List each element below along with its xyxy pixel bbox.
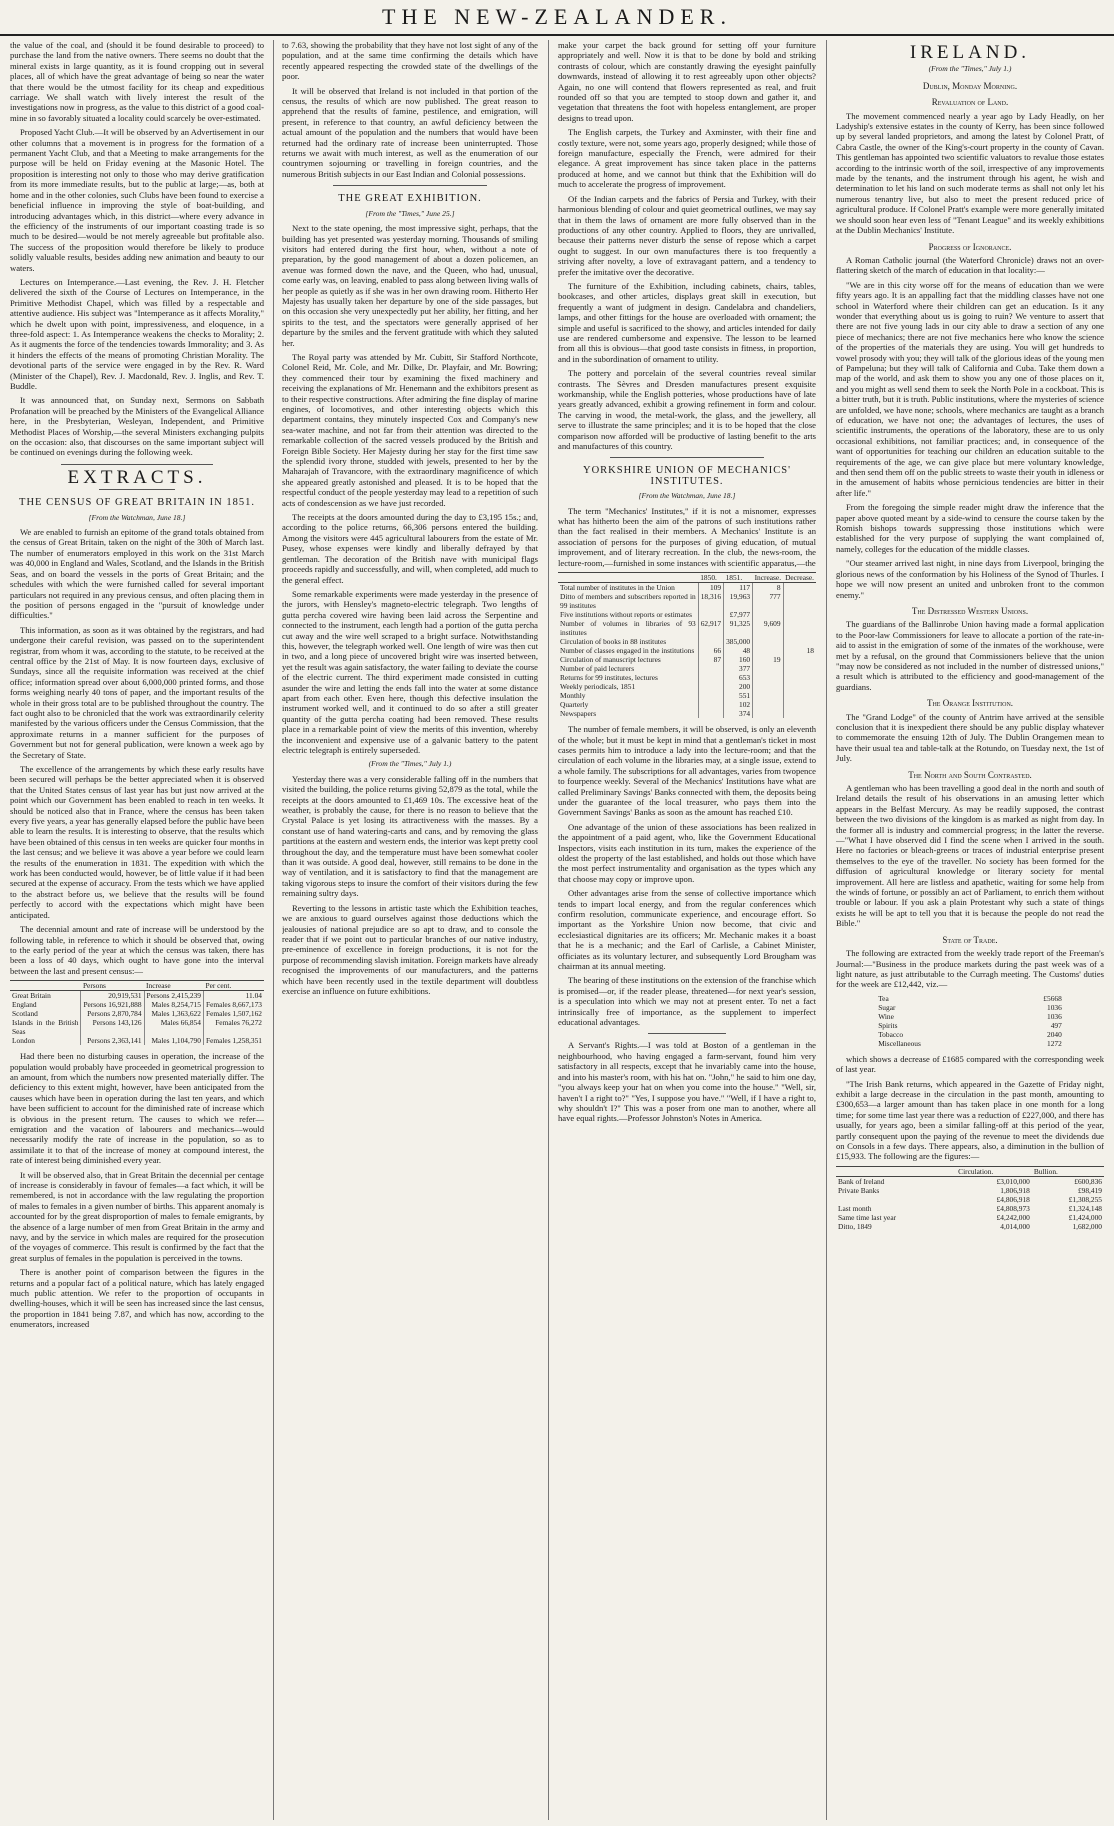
yorkshire-paragraph: The term "Mechanics' Institutes," if it is not a misnomer, expresses what has hitherto been the aim of the patrons of such institutions rather than the fact realised in their members. A Mechanics' Institute is an association of persons for the purposes of giving education, of mutual improvement, and of literary recreation. In the club, the news-room, the lecture-room,—furnished in some instances with scientific apparatus,—the <box>558 505 816 568</box>
orange-paragraph: The "Grand Lodge" of the county of Antrim have arrived at the sensible conclusion that it is inexpedient there should be any public display whatever to commemorate the ensuing 12th of July. The Dublin Orangemen mean to have their usual tea and table-talk at the Rotundo, on Tuesday next, the 1st of July. <box>836 711 1104 764</box>
table-header-cell <box>558 573 698 583</box>
table-cell: Persons 2,363,141 <box>81 1036 144 1045</box>
column-rule <box>273 40 274 1820</box>
ireland-heading: IRELAND. <box>909 42 1031 63</box>
table-cell <box>753 637 783 646</box>
table-cell: Five institutions without reports or estimates <box>558 610 698 619</box>
table-cell: 9,609 <box>753 619 783 637</box>
table-cell: Females 76,272 <box>215 1018 262 1028</box>
table-cell: Total number of institutes in the Union <box>558 583 698 593</box>
table-cell <box>783 691 816 700</box>
table-cell <box>753 610 783 619</box>
divider <box>61 464 213 465</box>
table-cell: £7,977 <box>724 610 753 619</box>
table-cell: 374 <box>724 709 753 718</box>
column-rule <box>548 40 549 1820</box>
table-cell: Weekly periodicals, 1851 <box>558 682 698 691</box>
ignorance-paragraph: A Roman Catholic journal (the Waterford Chronicle) draws not an over-flattering sketch of the march of education in that locality:— <box>836 254 1104 276</box>
table-cell: 8 <box>753 583 783 593</box>
table-row <box>836 1204 1104 1213</box>
revaluation-paragraph: The movement commenced nearly a year ago by Lady Headly, on her Ladyship's extensive estates in the county of Kerry, has been since followed up by several landed proprietors, and among the latest by Colonel Pratt, of Cabra Castle, the owner of the King's-court property in the county of Cavan. This gentleman has appointed two scientific valuators to revalue those estates according to the intrinsic worth of the soil, irrespective of any improvements made by the tenants, and the instrument through his agent, he wish and determination to let his land on such moderate terms as shall not only let his numerous tenantry live, but also to meet the present reduced price of agricultural produce. If Colonel Pratt's example were more generally imitated we should soon hear even less of "Tenant League" and its weekly exhibitions at the Dublin Mechanics' Institute. <box>836 110 1104 236</box>
table-cell: 497 <box>1050 1020 1062 1030</box>
table-cell: Ditto, 1849 <box>838 1221 872 1231</box>
table-row <box>558 592 816 610</box>
table-row <box>876 1021 1064 1030</box>
table-cell <box>698 610 723 619</box>
divider <box>333 185 487 186</box>
table-cell: £98,419 <box>1077 1185 1102 1195</box>
dateline: Dublin, Monday Morning. <box>922 80 1018 91</box>
yorkshire-heading: YORKSHIRE UNION OF MECHANICS' INSTITUTES. <box>583 465 791 487</box>
yorkshire-paragraph: The number of female members, it will be observed, is only an eleventh of the whole; but it must be kept in mind that a gentleman's ticket in most cases permits him to introduce a lady into the lecture-room; and that the circulation of each volume in the libraries may, at a single issue, extend to a whole family. The subscriptions for all advantages, varies from twopence to fourpence weekly. Several of the Mechanics' Institutions have what are called Preliminary Savings' Banks connected with them, the deposits being under the guarantee of the local treasurer, who pays them into the Government Savings' Banks as soon as the amount has reached £10. <box>558 724 816 818</box>
table-cell <box>698 700 723 709</box>
paragraph-announcement: It was announced that, on Sunday next, Sermons on Sabbath Profanation will be preached by the Ministers of the Evangelical Alliance here, in the Presbyterian, Wesleyan, Independent, and Primitive Methodist Places of Worship,—the several Ministers exchanging pulpits on the occasion: also, that discourses on the same important subject will be continued on evenings during the following week. <box>10 395 264 458</box>
table-cell: Ditto of members and subscribers reported in 99 institutes <box>558 592 698 610</box>
census-paragraph: The decennial amount and rate of increase will be understood by the following table, in reference to which it should be observed that, owing to the early period of the year at which the census was taken, there has been a loss of 40 days, which ought to have gone into the interval between the last and present census:— <box>10 924 264 976</box>
table-cell: Males 66,854 <box>144 1018 203 1036</box>
table-cell: Number of classes engaged in the institutions <box>558 646 698 655</box>
table-cell: 18,316 <box>698 592 723 610</box>
table-cell: £3,010,000 <box>996 1176 1030 1186</box>
table-cell: Tobacco <box>878 1029 904 1039</box>
table-cell: Newspapers <box>558 709 698 718</box>
table-cell <box>698 709 723 718</box>
distressed-paragraph: The guardians of the Ballinrobe Union having made a formal application to the Poor-law Commissioners for leave to allocate a portion of the rate-in-aid to assist in the emigration of some of the inmates of the workhouse, were met by a refusal, on the ground that Commissioners believe that the union "may now be considered as not included in the number of distressed unions," a result which is attributed to the efficiency and good-management of the guardians. <box>836 619 1104 692</box>
table-header-cell: 1851. <box>724 573 753 583</box>
exhibition-continued: make your carpet the back ground for setting off your furniture appropriately and well. Now it is that to be done by bold and striking contrasts of colour, which are constantly drawing the eyesight painfully downwards, instead of allowing it to rest agreeably upon other objects? Again, no one will contend that flowers represented as real, and fruit rounded off so that you are tempted to stoop down and gather it, and vegetation that threatens the foot with hopeless entanglement, are proper designs to tread upon. <box>558 40 816 123</box>
table-cell: 11.04 <box>245 991 262 1001</box>
table-cell <box>783 583 816 593</box>
trade-paragraph: The following are extracted from the weekly trade report of the Freeman's Journal:—"Business in the produce markets during the past week was of a light nature, as just attributable to the Curragh meeting. The Customs' duties for the week are £12,442, viz.— <box>836 948 1104 990</box>
divider <box>99 489 175 490</box>
table-cell: 551 <box>724 691 753 700</box>
table-cell <box>698 637 723 646</box>
table-header-cell: 1850. <box>698 573 723 583</box>
census-paragraph: The excellence of the arrangements by which these early results have been secured will perhaps be the better appreciated when it is observed that the United States census of last year has but just now arrived at the point which our Government has been enabled to reach in ten weeks. It should be noticed also that in France, where the census has been taken every five years, a year has generally elapsed before the public have been able to learn the results. It is interesting to observe, that the results which have been obtained of this census in ten weeks are quicker four months in the last census; and we believe it was above a year before we could learn the results of the enumeration in 1831. The expedition with which the work has been conducted would, however, be of little value if it had been secured at the expense of accuracy. From the tests which we have applied to the abstract before us, we believe that the results will be found perfectly to accord with the expectations which might have been anticipated. <box>10 764 264 920</box>
north-south-paragraph: A gentleman who has been travelling a good deal in the north and south of Ireland details the result of his observations in an amusing letter which appears in the Belfast Mercury. As may be readily supposed, the contrast between the two divisions of the kingdom is as marked as night from day. In the former all is industry and commercial progress; in the latter the reverse.—"What I have observed did I find the scene when I arrived in the south. Here no factories or bleach-greens or traces of industrial enterprise present themselves to the eye of the traveller. No society has been formed for the diffusion of agricultural knowledge or literary society for mental improvement. All here are listless and apathetic, waiting for some help from the winds of fortune, or possibly an act of Parliament, to enrich them without trouble or labour. If you ask a plain Protestant why such a state of things exists he will be apt to tell you that it is because the people do not read the Bible." <box>836 783 1104 929</box>
table-header-cell: Persons <box>81 981 144 991</box>
table-cell: 777 <box>753 592 783 610</box>
table-cell: 20,919,531 <box>81 991 144 1001</box>
exhibition-continued: The furniture of the Exhibition, including cabinets, chairs, tables, bookcases, and other articles, displays great skill in execution, but frequently a want of judgment in design. Candelabra and chandeliers, lamps, and other fittings for the house are overloaded with ornament; the simple and useful is sacrificed to the showy, and articles intended for daily use are rendered cumbersome and expensive. The lesson to be learned from all this is obvious—that good taste consists in fitness, in proportion, and in the subordination of ornament to utility. <box>558 280 816 364</box>
table-cell: Persons 2,870,784 <box>81 1009 144 1018</box>
exhibition-paragraph: Yesterday there was a very considerable falling off in the numbers that visited the building, the police returns giving 52,879 as the total, while the receipts at the doors amounted to £1,469 10s. The excessive heat of the weather, is probably the cause, for there is no reason to believe that the Crystal Palace is yet losing its attractiveness with the masses. By a constant use of hand watering-carts and cans, and by removing the glass partitions at the eastern and western ends, the interior was kept pretty cool throughout the day, and the temperature must have been somewhat cooler than it was outside. A good deal, however, still remains to be done in the way of ventilation, and it is satisfactory to find that the management are taking vigorous steps to insure the comfort of their visitors during the few remaining sultry days. <box>282 773 538 899</box>
census-paragraph: This information, as soon as it was obtained by the registrars, and had undergone their careful revision, was passed on to the superintendent registrar, from whom it was, according to the statute, to be received at the central office by the 21st of May. It is now fourteen days, exclusive of Sundays, since all the requisite information was received at the chief office; information spread over about 6,000,000 printed forms, and those forms weighing nearly 40 tons of paper, and the important results of the whole in their gross total are to be published throughout the country. The fact ought also to be chronicled that the work was extraordinarily celerity manifested by the various officers under the Census Commission, that the approximate returns in a manner sufficient for the purposes of Government but not for general publication, were known a week ago by the Secretary of State. <box>10 624 264 760</box>
table-cell <box>783 664 816 673</box>
trade-paragraph: "The Irish Bank returns, which appeared in the Gazette of Friday night, exhibit a large decrease in the circulation in the past month, amounting to £300,653—a larger amount than has taken place in one month for a long time; for some time last year there was a reduction of £227,000, and there has usually, for years ago, been a similar falling-off at this period of the year, partly consequent upon the paying of the revenue to meet the dividends due on Consols in a few days. There appears, also, a diminution in the bullion of £15,933. The following are the figures:— <box>836 1078 1104 1162</box>
table-cell: £600,836 <box>1074 1176 1102 1186</box>
subheading-orange: The Orange Institution. <box>926 698 1014 709</box>
table-cell: 1036 <box>1047 1011 1062 1021</box>
table-cell: £4,808,973 <box>996 1203 1030 1213</box>
yorkshire-paragraph: The bearing of these institutions on the extension of the franchise which is promised—or, if the reader please, threatened—for next year's session, is a speculation into which we may not at present enter. To net a fact intrinsically free of importance, as the supplement to imperfect educational advantages. <box>558 975 816 1028</box>
table-cell: Islands in the British Seas <box>10 1018 81 1036</box>
exhibition-heading: THE GREAT EXHIBITION. <box>338 193 482 205</box>
table-cell: 102 <box>724 700 753 709</box>
table-cell: Wine <box>878 1011 894 1021</box>
paragraph-coal: the value of the coal, and (should it be found desirable to proceed) to purchase the land from the native owners. There seems no doubt that the mineral exists in large quantity, as it is found cropping out in several places, all of which have the great advantage of being so near the water that there would be the utmost facility for its cheap and expeditious carriage. We shall watch with lively interest the result of the investigations now in progress, as the value to this district of a good coal-mine in so favorably situated a locality could scarcely be over-estimated. <box>10 40 264 123</box>
exhibition-paragraph: The receipts at the doors amounted during the day to £3,195 15s.; and, according to the police returns, 66,306 persons entered the building. Among the visitors were 445 agricultural labourers from the estate of Mr. Pusey, whose expenses were kindly and liberally defrayed by that gentleman. The decoration of the British nave with municipal flags proceeds rapidly and successfully, and will, when completed, add much to the general effect. <box>282 512 538 585</box>
trade-paragraph: which shows a decrease of £1685 compared with the corresponding week of last year. <box>836 1053 1104 1075</box>
duties-table <box>876 994 1064 1048</box>
newspaper-title: THE NEW-ZEALANDER. <box>382 4 732 29</box>
table-cell: Bank of Ireland <box>838 1176 885 1186</box>
mechanics-table <box>558 572 816 718</box>
table-cell <box>836 1195 956 1204</box>
table-row <box>10 991 264 1001</box>
table-cell: Males 8,254,715 <box>144 1000 203 1009</box>
exhibition-source: [From the "Times," June 25.] <box>365 208 455 218</box>
exhibition-continued: Of the Indian carpets and the fabrics of Persia and Turkey, with their harmonious blending of colour and quiet geometrical outlines, we may say that in them the laws of ornament are more fully observed than in the productions of any other country. Applied to floors, they are unrivalled, because their patterns never disturb the sense of repose which a carpet ought to suggest. In our own manufactures there is too frequently a striving after novelty, a love of extravagant pattern, and a tendency to prefer the imitative over the decorative. <box>558 193 816 277</box>
table-cell: £4,806,918 <box>996 1194 1030 1204</box>
table-cell: London <box>10 1036 81 1045</box>
table-cell <box>783 709 816 718</box>
table-row <box>558 709 816 718</box>
table-row <box>876 1030 1064 1039</box>
extracts-heading: EXTRACTS. <box>67 466 207 488</box>
table-header-cell: Increase. <box>754 573 782 583</box>
yorkshire-paragraph: One advantage of the union of these associations has been realized in the appointment of a paid agent, who, like the Government Educational Inspectors, visits each institution in its turn, makes the experience of the oldest the property of the last established, and holds out those which have the most perfect instrumentality and organisation as the types which any that choose may copy or improve upon. <box>558 821 816 884</box>
table-row <box>10 1009 264 1018</box>
subheading-distressed-unions: The Distressed Western Unions. <box>911 605 1029 616</box>
yorkshire-source: [From the Watchman, June 18.] <box>638 491 736 501</box>
table-cell: 91,325 <box>724 619 753 637</box>
table-cell: 1,806,918 <box>1000 1185 1030 1195</box>
table-row <box>836 1186 1104 1195</box>
table-cell: Returns for 99 institutes, lectures <box>558 673 698 682</box>
census-continued: It will be observed that Ireland is not included in that portion of the census, the results of which are now published. The great reason to apprehend that the results of famine, pestilence, and emigration, will present, in reference to that country, an awful deficiency between the actual amount of the population and the numbers that would have been returned had the ordinary rate of increase been uninterrupted. Those returns we await with much interest, as well as the enumeration of our countrymen sojourning or travelling in foreign countries, and the numerous British subjects in our East Indian and Colonial possessions. <box>282 85 538 179</box>
table-cell: 87 <box>698 655 723 664</box>
subheading-ignorance: Progress of Ignorance. <box>928 241 1012 252</box>
exhibition-paragraph: Some remarkable experiments were made yesterday in the presence of the jurors, with Hensley's magneto-electric telegraph. Two lengths of gutta percha covered wire having been laid across the Serpentine and connected to the instrument, each length had a portion of the gutta percha cut away and the wire well scraped to a bright surface. Notwithstanding this, however, the telegraph worked well. One length of wire was then cut in two, and a long piece of uncovered bright wire was inserted between, yet the result was again satisfactory, the water failing to deviate the course of the electric current. The third experiment made consisted in cutting asunder the wire and letting the ends fall into the water at some distance apart from each other. Even here, though this defective insulation the instrument worked well, and it continued to do so after a still greater quantity of the gutta percha coating had been removed. These results place in a remarkable point of view the merits of this invention, whereby the inconvenient and expensive use of a galvanic battery to the patent electric telegraph is entirely superseded. <box>282 588 538 755</box>
table-cell: 19 <box>753 655 783 664</box>
column-rule <box>826 40 827 1820</box>
table-header-cell: Circulation. <box>956 1166 1032 1176</box>
table-cell <box>783 619 816 637</box>
table-row <box>558 619 816 637</box>
servants-rights-paragraph: A Servant's Rights.—I was told at Boston of a gentleman in the neighbourhood, who having engaged a farm-servant, found him very satisfactory in all respects, except that he invariably came into the house, and into his master's room, with his hat on. "John," he said to him one day, "you always keep your hat on when you come into the house." "Well, sir, haven't I a right to?" "Yes, I suppose you have." "Well, if I have a right to, why shouldn't I?" This was a poser from one man to another, where all have equal rights.—Professor Johnston's Notes in America. <box>558 1040 816 1124</box>
table-cell: £1,424,000 <box>1068 1212 1102 1222</box>
table-row <box>10 1018 264 1036</box>
table-row <box>558 700 816 709</box>
table-cell: 19,963 <box>724 592 753 610</box>
table-cell: Males 1,104,790 <box>144 1036 203 1045</box>
table-cell: 117 <box>724 583 753 593</box>
table-cell: Number of paid lecturers <box>558 664 698 673</box>
table-cell <box>783 700 816 709</box>
table-row <box>558 637 816 646</box>
table-row <box>558 664 816 673</box>
table-cell: Males 1,363,622 <box>144 1009 203 1018</box>
table-row <box>10 1036 264 1045</box>
table-cell <box>753 673 783 682</box>
table-row <box>10 1000 264 1009</box>
table-row <box>558 583 816 593</box>
table-row <box>836 1222 1104 1231</box>
column-3 <box>558 40 816 1820</box>
table-cell: 4,014,000 <box>1000 1221 1030 1231</box>
table-cell <box>753 709 783 718</box>
table-cell: 160 <box>724 655 753 664</box>
census-table <box>10 980 264 1045</box>
table-cell <box>698 691 723 700</box>
table-cell: Scotland <box>10 1009 81 1018</box>
table-header-cell: Increase <box>144 981 203 991</box>
exhibition-source: (From the "Times," July 1.) <box>368 759 452 769</box>
subheading-revaluation: Revaluation of Land. <box>931 97 1009 108</box>
table-cell <box>783 682 816 691</box>
column-1 <box>10 40 264 1820</box>
table-cell: 1,682,000 <box>1072 1221 1102 1231</box>
ireland-source: (From the "Times," July 1.) <box>928 64 1012 74</box>
table-cell: Last month <box>838 1203 872 1213</box>
census-paragraph: There is another point of comparison between the figures in the returns and a popular fact of a political nature, which has lately engaged much public attention. We refer to the proportion of occupants in dwelling-houses, which it will be seen has increased since the last census, the proportion in 1841 being 7.87, and which has now, according to the enumerators, increased <box>10 1267 264 1330</box>
table-row <box>836 1176 1104 1186</box>
table-row <box>558 655 816 664</box>
table-cell <box>783 655 816 664</box>
ignorance-paragraph: "We are in this city worse off for the means of education than we were fifty years ago. It is an appalling fact that the middling classes have not one school in Waterford where their children can get an education. Is it any wonder that everything about us is going to ruin? We venture to assert that there are not five young lads in our city able to draw a section of any one piece of mechanics; there are not five mechanics here who know the science of the properties of the materials they are using. You will get hundreds to vowel prosody with you; they will talk of the glorious ideas of the young men of Pampeluna; but they will talk of California and Cuba. Take them down a map of the world, and ask them to show you any one of those places on it, and you might as well send them to seek the North Pole in a cockboat. This is a bitter truth, but it is truth. Public institutions, where the mysteries of science are unfolded, we have none; schools, where mechanics are taught as a branch of education, we have not one; the advantages of lectures, the uses of scientific instruments, the operations of the laboratory, these are to us only occasional exhibitions, not familiar practices; and, in consequence of the want of opportunities for teaching our children an education suitable to the requirements of the age, we can give place but mere voluntary knowledge, and then send them off on the public streets to waste their youth in idleness or in the amusement of habits whose pernicious tendencies are bitter in their after life." <box>836 279 1104 498</box>
table-cell: Circulation of manuscript lectures <box>558 655 698 664</box>
table-cell: Spirits <box>878 1020 898 1030</box>
table-cell <box>753 700 783 709</box>
table-row <box>876 1012 1064 1021</box>
table-cell: Females 1,507,162 <box>205 1009 262 1019</box>
table-cell <box>783 610 816 619</box>
table-cell: 2040 <box>1047 1029 1062 1039</box>
table-cell: Sugar <box>878 1002 896 1012</box>
table-row <box>836 1213 1104 1222</box>
subheading-north-south: The North and South Contrasted. <box>908 769 1032 780</box>
table-row <box>558 673 816 682</box>
table-row <box>876 1039 1064 1048</box>
table-cell: Persons 2,415,239 <box>144 991 203 1001</box>
exhibition-paragraph: Next to the state opening, the most impressive sight, perhaps, that the building has yet presented was yesterday morning. Thousands of smiling visitors had entered during the first hour, when, without a note of preparation, by the good management of about a dozen policemen, an avenue was formed down the nave, and the Queen, who had, unusual, come early was, on leaving, enabled to pass along between living walls of her people as quietly as if she was in her own drawing room. Hitherto Her Majesty has usually taken her departure by one of the side passages, but on this occasion she very unexpectedly put her ability, her fitting, and her spirits to the test, and the spectators were generally apprised of her departure by the smiles and the fervent gratitude with which they saluted her. <box>282 223 538 348</box>
table-cell: 1272 <box>1047 1038 1062 1048</box>
table-cell: England <box>10 1000 81 1009</box>
table-cell: Females 8,667,173 <box>205 1000 262 1010</box>
table-row <box>876 994 1064 1003</box>
divider <box>648 1033 725 1034</box>
table-cell: Monthly <box>558 691 698 700</box>
table-cell: £5668 <box>1043 993 1062 1003</box>
table-header-row <box>10 981 264 991</box>
census-paragraph: We are enabled to furnish an epitome of the grand totals obtained from the census of Great Britain, taken on the night of the 30th of March last. The number of enumerators employed in this work on the 31st March was 40,000 in England and Wales, Scotland, and the Islands in the British Seas, and on board the vessels in the ports of Great Britain; and the schedules with which the were furnished called for several important particulars not required in any previous census, and often placing them in the position of persons engaged in the "pursuit of knowledge under difficulties." <box>10 527 264 621</box>
table-cell <box>698 664 723 673</box>
table-cell: Same time last year <box>838 1212 897 1222</box>
table-cell: 385,000 <box>724 637 753 646</box>
table-cell: 200 <box>724 682 753 691</box>
table-cell: 653 <box>724 673 753 682</box>
table-header-cell: Decrease. <box>785 573 814 583</box>
census-paragraph: Had there been no disturbing causes in operation, the increase of the population would probably have proceeded in geometrical progression to an amount, from which the numbers now presented materially differ. The deficiency to this extent might, however, have been anticipated from the causes which have been in operation during the last ten years, and which have been sufficient to account for the diminished rate of increase which is obvious in the present return. The causes to which we refer—emigration and the vacation of labourers and mechanics—would necessarily modify the rate of increase in the population, so as to assimilate it to that of the increase of money at compound interest, the rate of interest being diminished every year. <box>10 1051 264 1166</box>
table-row <box>876 1003 1064 1012</box>
table-cell: 109 <box>698 583 723 593</box>
table-cell <box>783 673 816 682</box>
divider <box>610 457 765 458</box>
table-header-cell <box>10 981 81 991</box>
table-header-cell <box>836 1166 956 1176</box>
ignorance-paragraph: From the foregoing the simple reader might draw the inference that the paper above quoted meant by a side-wind to censure the course taken by the Romish bishops towards suppressing those institutions which were established for the very purpose of supplying the want complained of, namely, colleges for the education of the middle classes. <box>836 502 1104 554</box>
ignorance-paragraph: "Our steamer arrived last night, in nine days from Liverpool, bringing the glorious news of the conformation by his Holiness of the Synod of Thurles. I hope we will now present an united and unbroken front to the common enemy." <box>836 558 1104 600</box>
table-row <box>558 691 816 700</box>
table-cell <box>783 592 816 610</box>
census-source: [From the Watchman, June 18.] <box>88 512 186 522</box>
table-cell: Quarterly <box>558 700 698 709</box>
bank-table <box>836 1166 1104 1231</box>
table-row <box>558 646 816 655</box>
yorkshire-paragraph: Other advantages arise from the sense of collective importance which tends to impart local energy, and from the regular conferences which confirm resolution, communicate experience, and encourage effort. So important as the Yorkshire Union now become, that civic and ecclesiastical dignitaries are its officers; Mr. Mechanic makes it a boast that he is a mechanic; and the Earl of Carlisle, a Cabinet Minister, officiates as its voluntary lecturer, and subsequently Lord Brougham was chairman at its annual meeting. <box>558 888 816 972</box>
census-heading: THE CENSUS OF GREAT BRITAIN IN 1851. <box>19 497 255 509</box>
table-cell: £1,324,148 <box>1068 1203 1102 1213</box>
subheading-trade: State of Trade. <box>942 934 998 945</box>
table-cell: £4,242,000 <box>996 1212 1030 1222</box>
column-4 <box>836 40 1104 1820</box>
masthead <box>0 0 1114 36</box>
column-2 <box>282 40 538 1820</box>
table-cell: 18 <box>806 646 814 656</box>
table-cell: Number of volumes in libraries of 93 institutes <box>558 619 698 637</box>
table-cell: 66 <box>698 646 723 655</box>
table-cell: Tea <box>878 993 889 1003</box>
table-cell: £1,308,255 <box>1068 1194 1102 1204</box>
table-cell: Females 1,258,351 <box>205 1036 262 1046</box>
table-cell: 62,917 <box>698 619 723 637</box>
paragraph-yacht-club: Proposed Yacht Club.—It will be observed by an Advertisement in our other columns that a movement is in progress for the formation of a permanent Yacht Club, and that a Meeting to make arrangements for the purpose will be held on Friday evening at the Masonic Hotel. The proposition is interesting not only to those who may derive gratification from its more immediate results, but to the public at large;—as, both at home and in the other colonies, such Clubs have been found to exercise a beneficial influence in improving the style of boat-building, and introducing advantages which, in this district—where every advance in the efficiency of the instruments of our important coasting trade is so much to be desired—would be not merely agreeable but profitable also. The success of the proposition would therefore be likely to produce solidly valuable results, besides adding new animation and beauty to our waters. <box>10 127 264 273</box>
table-cell: Great Britain <box>10 991 81 1001</box>
table-cell <box>698 673 723 682</box>
table-cell: Persons 143,126 <box>81 1018 144 1036</box>
exhibition-paragraph: Reverting to the lessons in artistic taste which the Exhibition teaches, we are anxious to guard ourselves against those deductions which the jealousies of national prejudice are so apt to draw, and to console the reader that if we point out to particular branches of our native industry, pre-eminence of excellence in foreign productions, it is not for the purpose of recommending slavish imitation. Foreign markets have already recognised the improvements of our manufacturers, and the patterns which have been recently used in the textile department will doubtless exercise an influence on future exhibitions. <box>282 902 538 996</box>
table-cell: Private Banks <box>838 1185 880 1195</box>
table-cell <box>753 664 783 673</box>
table-cell <box>698 682 723 691</box>
table-cell <box>753 682 783 691</box>
table-header-cell: Per cent. <box>203 981 264 991</box>
table-row <box>836 1195 1104 1204</box>
exhibition-continued: The pottery and porcelain of the several countries reveal similar contrasts. The Sèvres and Dresden manufactures present exquisite workmanship, while the English potteries, whose productions have of late years greatly advanced, exhibit a growing refinement in form and colour. The carving in wood, the metal-work, the glass, and the jewellery, all serve to illustrate the same principles; and it is to be hoped that the close comparison now afforded will be productive of lasting benefit to the arts and manufactures of this country. <box>558 368 816 452</box>
table-row <box>558 682 816 691</box>
table-cell: 48 <box>724 646 753 655</box>
exhibition-paragraph: The Royal party was attended by Mr. Cubitt, Sir Stafford Northcote, Colonel Reid, Mr. Cole, and Mr. Dilke, Dr. Playfair, and Mr. Bowring; they commenced their tour by examining the fixed machinery and receiving the explanations of Mr. Henemann and the exhibitors present as to their respective constructions. After admiring the fine display of marine engines, of locomotives, and other interesting objects which this department contains, they minutely inspected Cox and Company's new sea-water machine, and not far from their attention was directed to the remarkable collection of the sacred vessels produced by the British and Foreign Bible Society. Her Majesty during her stay for the first time saw the splendid ivory throne, studded with jewels, presented to her by the Maharajah of Travancore, with the extraordinary magnificence of which she appeared greatly astonished and pleased. It is to be hoped that the respectful conduct of the people yesterday may lead to a repetition of such acts of condescension as we have just recorded. <box>282 351 538 508</box>
table-header-cell: Bullion. <box>1032 1166 1104 1176</box>
table-cell <box>783 637 816 646</box>
census-continued: to 7.63, showing the probability that they have not lost sight of any of the population, and at the same time confirming the details which have recently appeared respecting the crowded state of the dwellings of the poor. <box>282 40 538 82</box>
table-cell: Circulation of books in 88 institutes <box>558 637 698 646</box>
exhibition-continued: The English carpets, the Turkey and Axminster, with their fine and costly texture, were not, some years ago, properly designed; while those of foreign manufacture, especially the French, were admired for their elegance. A great improvement has since taken place in the patterns produced at home, and we cannot but think that the Exhibition will do much to accelerate the progress of improvement. <box>558 127 816 190</box>
table-cell: 1036 <box>1047 1002 1062 1012</box>
table-cell: Persons 16,921,888 <box>81 1000 144 1009</box>
census-paragraph: It will be observed also, that in Great Britain the decennial per centage of increase is considerably in favour of females—a fact which, it will be remembered, is not in accordance with the law regulating the proportion of males to females in a given number of births. This apparent anomaly is accounted for by the great disproportion of males to female emigrants, by the absence of a large number of men from Great Britain in the army and navy, and by the service in which males are required for the prosecution of the voyages of commerce. This result is confirmed by the fact that the great surplus of females in the population is perceived in the towns. <box>10 1169 264 1263</box>
table-cell: 377 <box>724 664 753 673</box>
table-cell <box>753 691 783 700</box>
table-row <box>558 610 816 619</box>
paragraph-lectures: Lectures on Intemperance.—Last evening, the Rev. J. H. Fletcher delivered the sixth of the Course of Lectures on Intemperance, in the Primitive Methodist Chapel, which was filled by a respectable and attentive audience. His subject was "Intemperance as it affects Morality," which he dwelt upon with point, impressiveness, and eloquence, in a three-fold aspect: 1. As Intemperance weakens the checks to Morality; 2. As it augments the force of the tendencies towards Immorality; and 3. As it hinders the effects of the means of promoting Christian Morality. The devotional parts of the service were engaged in by the Rev. R. Ward (Minister of the Chapel), Rev. J. Macdonald, Rev. J. Inglis, and Rev. T. Buddle. <box>10 276 264 391</box>
table-cell <box>753 646 783 655</box>
table-cell: Miscellaneous <box>878 1038 921 1048</box>
